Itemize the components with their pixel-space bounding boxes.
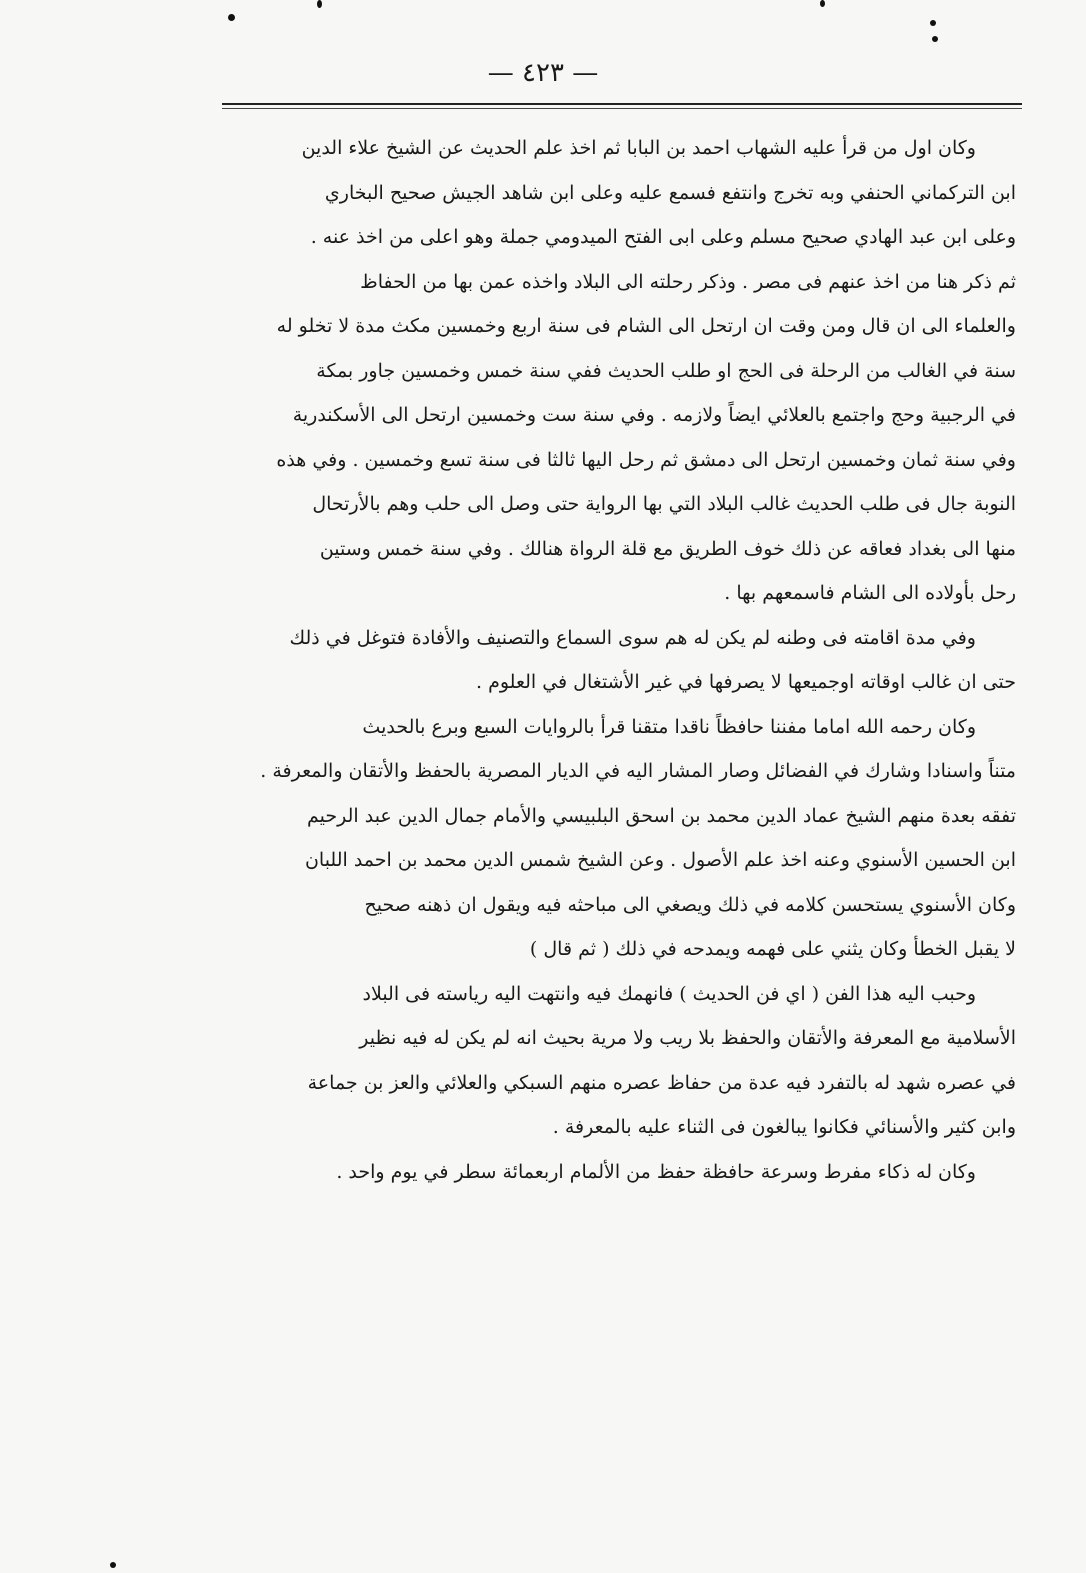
text-line: وفي سنة ثمان وخمسين ارتحل الى دمشق ثم رحل اليها ثالثا فى سنة تسع وخمسين . وفي هذه xyxy=(276,448,1016,471)
text-line: ابن التركماني الحنفي وبه تخرج وانتفع فسمع عليه وعلى ابن شاهد الجيش صحيح البخاري xyxy=(324,181,1016,204)
scan-speck xyxy=(820,0,825,7)
text-line: ثم ذكر هنا من اخذ عنهم فى مصر . وذكر رحلته الى البلاد واخذه عمن بها من الحفاظ xyxy=(360,270,1016,293)
body-text xyxy=(212,126,1016,1194)
text-line: وكان اول من قرأ عليه الشهاب احمد بن البابا ثم اخذ علم الحديث عن الشيخ علاء الدين xyxy=(301,137,976,159)
text-line: الأسلامية مع المعرفة والأتقان والحفظ بلا ريب ولا مرية بحيث انه لم يكن له فيه نظير xyxy=(359,1027,1016,1049)
text-line: النوبة جال فى طلب الحديث غالب البلاد التي بها الرواية حتى وصل الى حلب وهم بالأرتحال xyxy=(312,493,1016,515)
scan-speck xyxy=(317,0,322,8)
text-line: حتى ان غالب اوقاته اوجميعها لا يصرفها في غير الأشتغال في العلوم . xyxy=(476,671,1016,693)
text-line: وكان رحمه الله اماما مفننا حافظاً ناقدا متقنا قرأ بالروايات السبع وبرع بالحديث xyxy=(362,715,976,738)
scan-speck xyxy=(930,20,936,26)
page-number: — ٤٢٣ — xyxy=(487,58,599,88)
text-line: رحل بأولاده الى الشام فاسمعهم بها . xyxy=(724,582,1016,604)
scan-speck xyxy=(228,14,235,21)
text-line: وعلى ابن عبد الهادي صحيح مسلم وعلى ابى الفتح الميدومي جملة وهو اعلى من اخذ عنه . xyxy=(310,226,1016,248)
text-line: والعلماء الى ان قال ومن وقت ان ارتحل الى الشام فى سنة اربع وخمسين مكث مدة لا تخلو له xyxy=(276,315,1016,337)
text-line: وابن كثير والأسنائي فكانوا يبالغون فى الثناء عليه بالمعرفة . xyxy=(552,1116,1016,1138)
text-line: لا يقبل الخطأ وكان يثني على فهمه ويمدحه في ذلك ( ثم قال ) xyxy=(529,938,1016,960)
text-line: وحبب اليه هذا الفن ( اي فن الحديث ) فانهمك فيه وانتهت اليه رياسته فى البلاد xyxy=(362,982,976,1005)
text-line: وكان الأسنوي يستحسن كلامه في ذلك ويصغي الى مباحثه فيه ويقول ان ذهنه صحيح xyxy=(364,893,1016,916)
text-line: في عصره شهد له بالتفرد فيه عدة من حفاظ عصره منهم السبكي والعلائي والعز بن جماعة xyxy=(307,1071,1016,1094)
scan-speck xyxy=(932,36,938,42)
text-line: في الرجبية وحج واجتمع بالعلائي ايضاً ولازمه . وفي سنة ست وخمسين ارتحل الى الأسكندرية xyxy=(292,404,1016,426)
text-line: وفي مدة اقامته فى وطنه لم يكن له هم سوى السماع والتصنيف والأفادة فتوغل في ذلك xyxy=(289,626,976,649)
scan-speck xyxy=(110,1562,116,1568)
text-line: تفقه بعدة منهم الشيخ عماد الدين محمد بن اسحق البلبيسي والأمام جمال الدين عبد الرحيم xyxy=(307,804,1016,827)
header-rule-thin xyxy=(222,108,1022,109)
text-line: سنة في الغالب من الرحلة فى الحج او طلب الحديث ففي سنة خمس وخمسين جاور بمكة xyxy=(316,359,1016,382)
text-line: منها الى بغداد فعاقه عن ذلك خوف الطريق مع قلة الرواة هنالك . وفي سنة خمس وستين xyxy=(319,537,1016,560)
text-line: وكان له ذكاء مفرط وسرعة حافظة حفظ من الألمام اربعمائة سطر في يوم واحد . xyxy=(336,1160,976,1183)
text-line: ابن الحسين الأسنوي وعنه اخذ علم الأصول . وعن الشيخ شمس الدين محمد بن احمد اللبان xyxy=(304,849,1016,871)
text-line: متناً واسنادا وشارك في الفضائل وصار المشار اليه في الديار المصرية بالحفظ والأتقان والمعرفة . xyxy=(260,760,1016,782)
header-rule-thick xyxy=(222,103,1022,105)
